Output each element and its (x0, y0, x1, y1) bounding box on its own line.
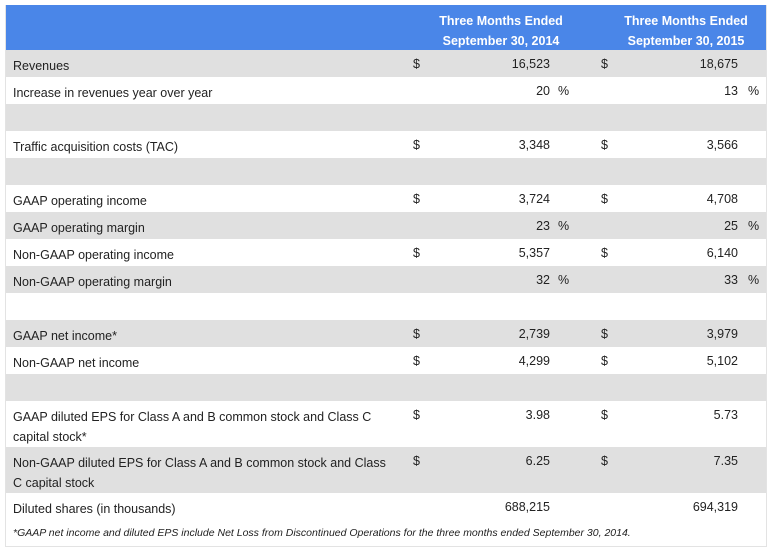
header-line: Three Months Ended (439, 14, 563, 28)
row-label: GAAP net income* (13, 329, 117, 343)
table-row (6, 239, 766, 266)
table-row (6, 212, 766, 239)
table-row (6, 293, 766, 320)
footnote: *GAAP net income and diluted EPS include Net Loss from Discontinued Operations for the three months ended September 30, 2014. (13, 527, 631, 539)
value-2015: 7.35 (713, 454, 738, 468)
header-line: September 30, 2014 (442, 34, 560, 48)
value-2015: 33 (724, 273, 738, 287)
value-2014: 20 (536, 84, 550, 98)
currency-2014: $ (413, 408, 420, 422)
row-label: GAAP operating income (13, 194, 147, 208)
table-row (6, 374, 766, 401)
currency-2014: $ (413, 192, 420, 206)
row-label: Traffic acquisition costs (TAC) (13, 140, 179, 154)
currency-2014: $ (413, 454, 420, 468)
currency-2015: $ (601, 454, 608, 468)
currency-2015: $ (601, 246, 608, 260)
currency-2014: $ (413, 354, 420, 368)
value-2014: 5,357 (518, 246, 550, 260)
value-2015: 5.73 (713, 408, 738, 422)
currency-2015: $ (601, 192, 608, 206)
table-row (6, 158, 766, 185)
table-row (6, 401, 766, 447)
table-row (6, 347, 766, 374)
header-line: September 30, 2015 (627, 34, 745, 48)
value-2014: 688,215 (504, 500, 550, 514)
financial-table (5, 5, 767, 547)
value-2014: 3.98 (525, 408, 550, 422)
value-2014: 6.25 (525, 454, 550, 468)
table-row (6, 185, 766, 212)
table-row (6, 50, 766, 77)
table-header (6, 5, 766, 50)
row-label: Diluted shares (in thousands) (13, 502, 176, 516)
percent-2014: % (558, 273, 570, 287)
row-label: Increase in revenues year over year (13, 86, 213, 100)
currency-2014: $ (413, 246, 420, 260)
table-row (6, 266, 766, 293)
column-header-2015 (586, 11, 770, 51)
table-row (6, 493, 766, 520)
currency-2015: $ (601, 408, 608, 422)
currency-2014: $ (413, 138, 420, 152)
header-line: Three Months Ended (624, 14, 748, 28)
percent-2014: % (558, 219, 570, 233)
value-2015: 3,979 (706, 327, 738, 341)
table-row (6, 447, 766, 493)
currency-2014: $ (413, 57, 420, 71)
currency-2014: $ (413, 327, 420, 341)
value-2014: 16,523 (511, 57, 550, 71)
value-2015: 5,102 (706, 354, 738, 368)
row-label: Non-GAAP operating margin (13, 275, 172, 289)
value-2015: 18,675 (699, 57, 738, 71)
row-label: Revenues (13, 59, 70, 73)
row-label: Non-GAAP net income (13, 356, 140, 370)
percent-2015: % (748, 273, 760, 287)
value-2014: 3,724 (518, 192, 550, 206)
value-2014: 23 (536, 219, 550, 233)
value-2015: 6,140 (706, 246, 738, 260)
percent-2015: % (748, 84, 760, 98)
value-2015: 4,708 (706, 192, 738, 206)
value-2014: 4,299 (518, 354, 550, 368)
currency-2015: $ (601, 138, 608, 152)
value-2015: 694,319 (692, 500, 738, 514)
row-label: Non-GAAP operating income (13, 248, 174, 262)
value-2015: 13 (724, 84, 738, 98)
value-2015: 3,566 (706, 138, 738, 152)
table-row (6, 320, 766, 347)
table-row (6, 131, 766, 158)
value-2014: 3,348 (518, 138, 550, 152)
column-header-2014 (401, 11, 601, 51)
value-2014: 32 (536, 273, 550, 287)
value-2015: 25 (724, 219, 738, 233)
currency-2015: $ (601, 354, 608, 368)
table-row (6, 77, 766, 104)
row-label: GAAP diluted EPS for Class A and B common stock and Class C capital stock* (13, 410, 372, 444)
currency-2015: $ (601, 57, 608, 71)
row-label: GAAP operating margin (13, 221, 145, 235)
table-row (6, 104, 766, 131)
percent-2014: % (558, 84, 570, 98)
value-2014: 2,739 (518, 327, 550, 341)
currency-2015: $ (601, 327, 608, 341)
row-label: Non-GAAP diluted EPS for Class A and B common stock and Class C capital stock (13, 456, 386, 490)
percent-2015: % (748, 219, 760, 233)
table-body (6, 50, 766, 520)
